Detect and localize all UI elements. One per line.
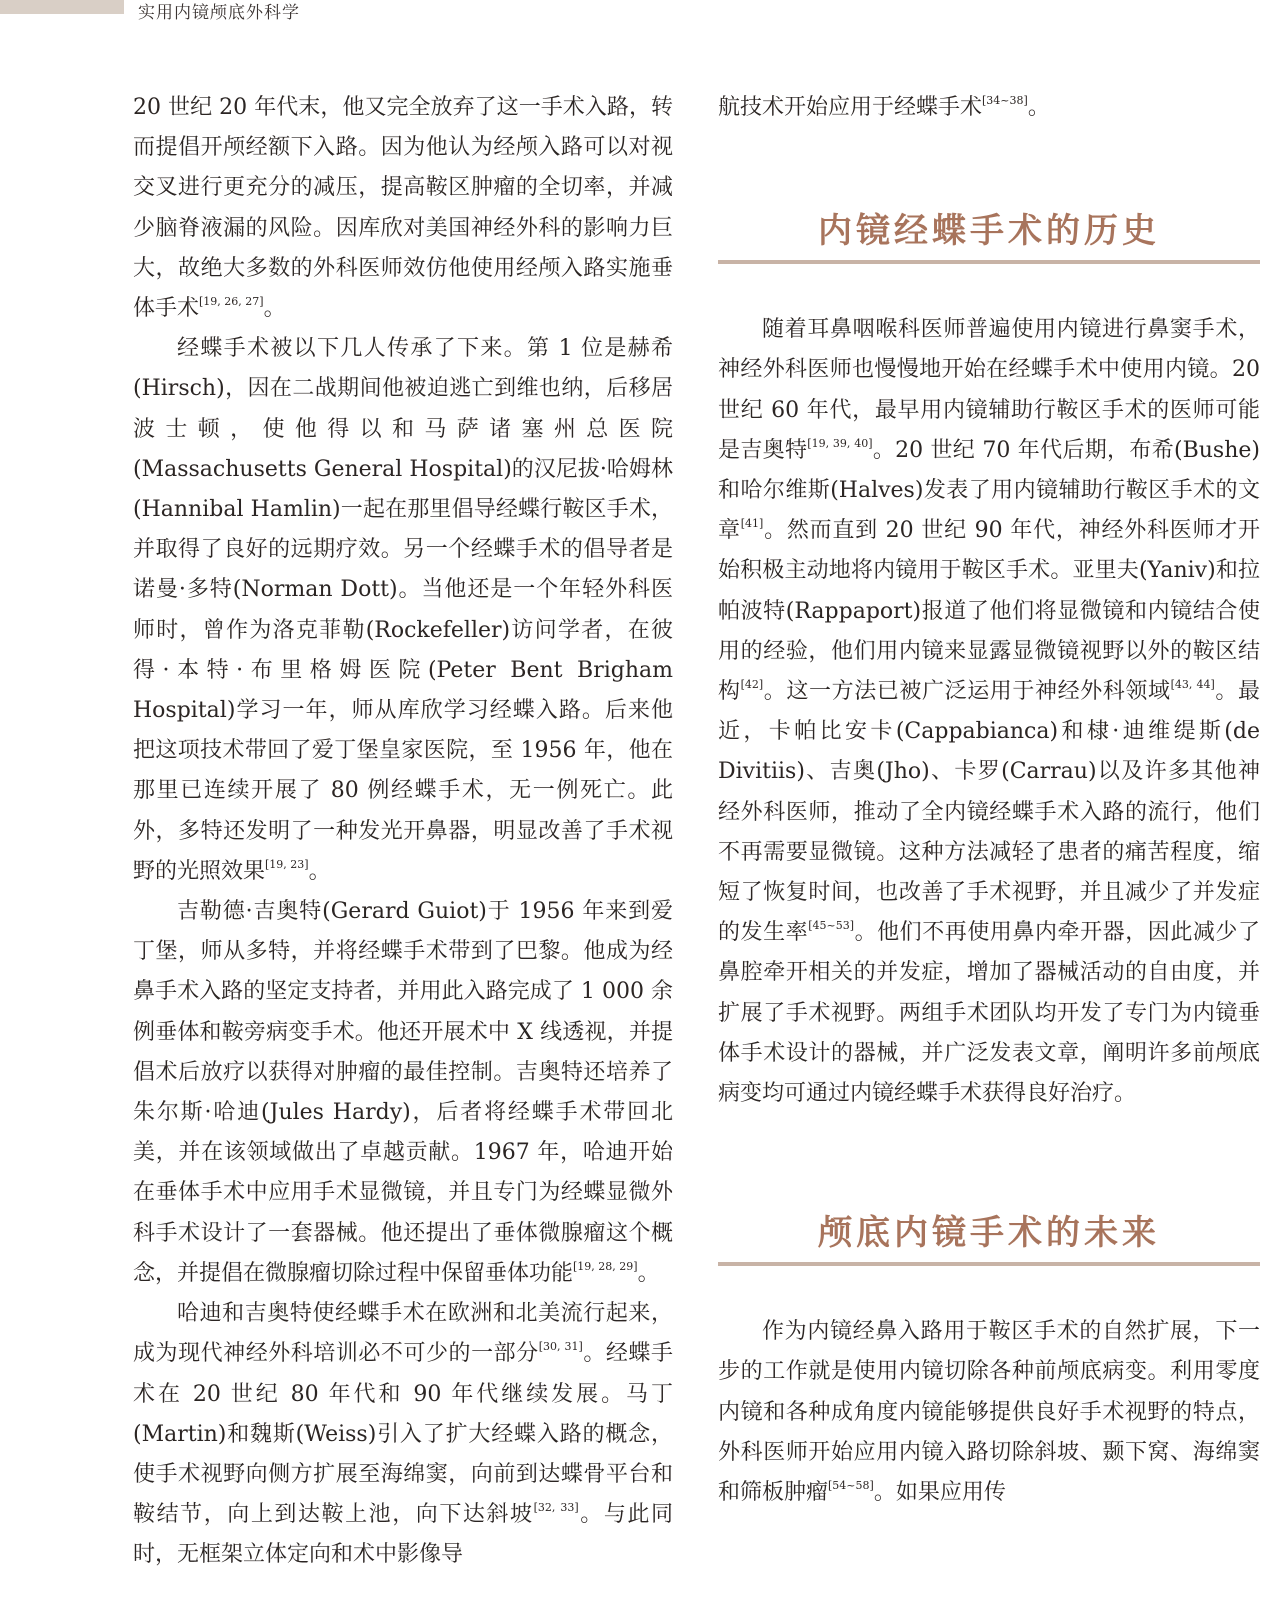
paragraph <box>133 1294 673 1575</box>
citation: [19, 28, 29] <box>573 1259 638 1273</box>
citation: [32, 33] <box>533 1501 579 1515</box>
left-column <box>133 88 673 1576</box>
citation: [34~38] <box>982 94 1028 107</box>
paragraph-text: 随着耳鼻咽喉科医师普遍使用内镜进行鼻窦手术，神经外科医师也慢慢地开始在经蝶手术中使用内镜。20 世纪 60 年代，最早用内镜辅助行鞍区手术的医师可能是吉奥特 <box>718 317 1260 463</box>
paragraph <box>718 1312 1260 1513</box>
paragraph-text: 。经蝶手术在 20 世纪 80 年代和 90 年代继续发展。马丁(Martin)和魏斯(Weiss)引入了扩大经蝶入路的概念，使手术视野向侧方扩展至海绵窦，向前到达蝶骨平台和鞍结节，向上到达鞍上池，向下达斜坡 <box>133 1341 673 1528</box>
paragraph-text: 吉勒德·吉奥特(Gerard Guiot)于 1956 年来到爱丁堡，师从多特，并将经蝶手术带到了巴黎。他成为经鼻手术入路的坚定支持者，并用此入路完成了 1 000 余例垂体和鞍旁病变手术。他还开展术中 X 线透视，并提倡术后放疗以获得对肿瘤的最佳控制。吉奥特还培养了朱尔斯·哈迪(Jules Hardy)，后者将经蝶手术带回北美，并在该领域做出了卓越贡献。1967 年，哈迪开始在垂体手术中应用手术显微镜，并且专门为经蝶显微外科手术设计了一套器械。他还提出了垂体微腺瘤这个概念，并提倡在微腺瘤切除过程中保留垂体功能 <box>133 899 673 1286</box>
paragraph-text: 。 <box>263 296 286 322</box>
paragraph-text: 。 <box>308 858 331 884</box>
paragraph-text: 航技术开始应用于经蝶手术 <box>718 95 983 120</box>
citation: [19, 23] <box>265 857 309 871</box>
paragraph <box>133 329 673 892</box>
paragraph-text: 。最近，卡帕比安卡(Cappabianca)和棣·迪维缇斯(de Divitiis)、吉奥(Jho)、卡罗(Carrau)以及许多其他神经外科医师，推动了全内镜经蝶手术入路的流行，他们不再需要显微镜。这种方法减轻了患者的痛苦程度，缩短了恢复时间，也改善了手术视野，并且减少了并发症的发生率 <box>718 679 1260 946</box>
citation: [41] <box>740 517 764 531</box>
paragraph-text: 哈迪和吉奥特使经蝶手术在欧洲和北美流行起来，成为现代神经外科培训必不可少的一部分 <box>133 1301 673 1367</box>
paragraph <box>133 892 673 1294</box>
paragraph-text: 20 世纪 20 年代末，他又完全放弃了这一手术入路，转而提倡开颅经额下入路。因为他认为经颅入路可以对视交叉进行更充分的减压，提高鞍区肿瘤的全切率，并减少脑脊液漏的风险。因库欣对美国神经外科的影响力巨大，故绝大多数的外科医师效仿他使用经颅入路实施垂体手术 <box>133 95 673 322</box>
citation: [54~58] <box>828 1479 874 1493</box>
paragraph-text: 。20 世纪 70 年代后期，布希(Bushe)和哈尔维斯(Halves)发表了用内镜辅助行鞍区手术的文章 <box>718 437 1260 544</box>
paragraph-text: 。然而直到 20 世纪 90 年代，神经外科医师才开始积极主动地将内镜用于鞍区手术。亚里夫(Yaniv)和拉帕波特(Rappaport)报道了他们将显微镜和内镜结合使用的经验，他们用内镜来显露显微镜视野以外的鞍区结构 <box>718 518 1260 705</box>
paragraph-text: 。与此同时，无框架立体定向和术中影像导 <box>133 1502 673 1568</box>
paragraph-text: 。 <box>637 1260 660 1286</box>
paragraph-text: 作为内镜经鼻入路用于鞍区手术的自然扩展，下一步的工作就是使用内镜切除各种前颅底病变。利用零度内镜和各种成角度内镜能够提供良好手术视野的特点，外科医师开始应用内镜入路切除斜坡、颞下窝、海绵窦和筛板肿瘤 <box>718 1319 1260 1506</box>
running-title: 实用内镜颅底外科学 <box>138 3 300 23</box>
paragraph-text: 。 <box>1027 95 1050 120</box>
citation: [45~53] <box>808 919 855 933</box>
header-decorative-bar <box>0 0 124 14</box>
citation: [42] <box>740 678 764 692</box>
paragraph <box>133 88 673 329</box>
paragraph-text: 。他们不再使用鼻内牵开器，因此减少了鼻腔牵开相关的并发症，增加了器械活动的自由度，并扩展了手术视野。两组手术团队均开发了专门为内镜垂体手术设计的器械，并广泛发表文章，阐明许多前颅底病变均可通过内镜经蝶手术获得良好治疗。 <box>718 920 1260 1107</box>
paragraph <box>718 88 1260 128</box>
citation: [43, 44] <box>1170 678 1215 692</box>
paragraph-text: 经蝶手术被以下几人传承了下来。第 1 位是赫希(Hirsch)，因在二战期间他被迫逃亡到维也纳，后移居波士顿，使他得以和马萨诸塞州总医院(Massachusetts General Hospital)的汉尼拔·哈姆林(Hannibal Hamlin)一起在那里倡导经蝶行鞍区手术，并取得了良好的远期疗效。另一个经蝶手术的倡导者是诺曼·多特(Norman Dott)。当他还是一个年轻外科医师时，曾作为洛克菲勒(Rockefeller)访问学者，在彼得·本特·布里格姆医院(Peter Bent Brigham Hospital)学习一年，师从库欣学习经蝶入路。后来他把这项技术带回了爱丁堡皇家医院，至 1956 年，他在那里已连续开展了 80 例经蝶手术，无一例死亡。此外，多特还发明了一种发光开鼻器，明显改善了手术视野的光照效果 <box>133 336 673 884</box>
paragraph <box>718 310 1260 1114</box>
citation: [30, 31] <box>538 1340 583 1354</box>
paragraph-text: 。如果应用传 <box>873 1480 1006 1506</box>
citation: [19, 26, 27] <box>199 295 264 309</box>
section-heading: 颅底内镜手术的未来 <box>818 1213 1160 1254</box>
right-column <box>718 88 1260 1513</box>
citation: [19, 39, 40] <box>807 436 873 450</box>
paragraph-text: 。这一方法已被广泛运用于神经外科领域 <box>763 679 1171 705</box>
section-heading: 内镜经蝶手术的历史 <box>818 211 1160 252</box>
